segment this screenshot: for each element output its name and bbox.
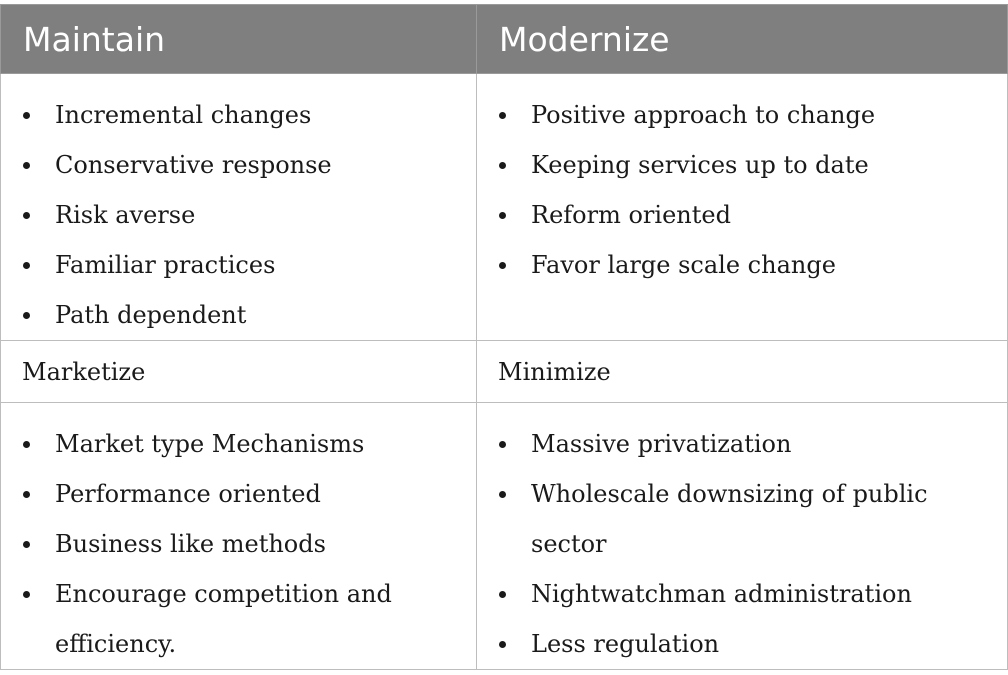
cell-modernize-list [477,74,1008,341]
cell-minimize-list [477,403,1008,670]
bullet-icon [23,312,30,319]
bullet-icon [23,212,30,219]
modernize-list [477,74,1007,290]
subheader-minimize: Minimize [477,341,1008,403]
list-item: Favor large scale change [497,240,1007,290]
row-maintain-modernize [1,74,1008,341]
cell-marketize-list [1,403,477,670]
strategy-table-container [0,4,1007,670]
bullet-icon [499,212,506,219]
bullet-icon [23,541,30,548]
subheader-marketize: Marketize [1,341,477,403]
bullet-icon [23,441,30,448]
bullet-icon [23,112,30,119]
bullet-icon [23,591,30,598]
bullet-icon [23,491,30,498]
list-item: Conservative response [21,140,476,190]
header-row [1,5,1008,74]
list-item: Positive approach to change [497,90,1007,140]
maintain-list [1,74,476,340]
bullet-icon [499,262,506,269]
marketize-list [1,403,476,669]
bullet-icon [499,441,506,448]
list-item: Nightwatchman administration [497,569,1007,619]
list-item: Business like methods [21,519,476,569]
bullet-icon [499,591,506,598]
list-item: Reform oriented [497,190,1007,240]
list-item: Market type Mechanisms [21,419,476,469]
list-item: Familiar practices [21,240,476,290]
list-item: Less regulation [497,619,1007,669]
header-maintain: Maintain [1,5,477,74]
list-item: Performance oriented [21,469,476,519]
bullet-icon [23,162,30,169]
subheader-row [1,341,1008,403]
list-item: Keeping services up to date [497,140,1007,190]
bullet-icon [499,641,506,648]
list-item: Risk averse [21,190,476,240]
row-marketize-minimize [1,403,1008,670]
bullet-icon [499,162,506,169]
bullet-icon [499,491,506,498]
cell-maintain-list [1,74,477,341]
list-item: Path dependent [21,290,476,340]
header-modernize: Modernize [477,5,1008,74]
list-item: Incremental changes [21,90,476,140]
strategy-table [0,4,1008,670]
list-item: Encourage competition and efficiency. [21,569,476,669]
bullet-icon [499,112,506,119]
minimize-list [477,403,1007,669]
bullet-icon [23,262,30,269]
list-item: Wholescale downsizing of public sector [497,469,1007,569]
list-item: Massive privatization [497,419,1007,469]
